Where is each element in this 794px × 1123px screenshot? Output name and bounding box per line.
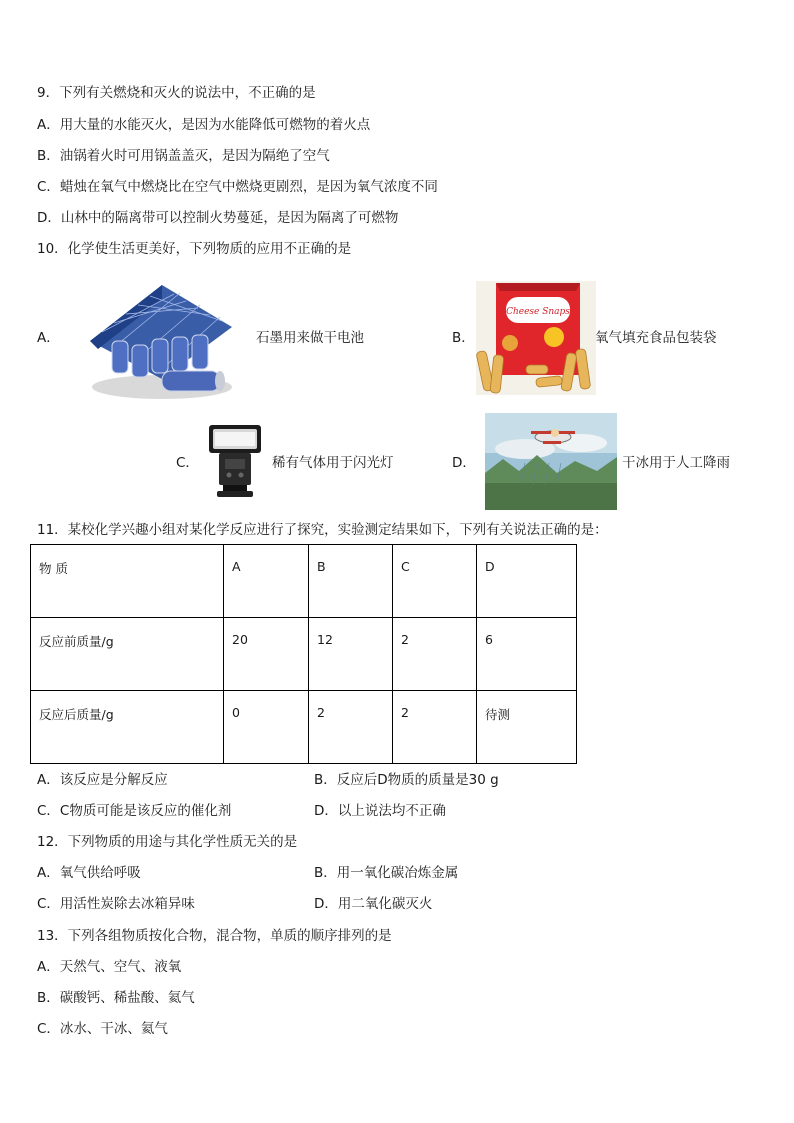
q11-option-a: A．该反应是分解反应 <box>37 772 168 788</box>
q9-option-d: D．山林中的隔离带可以控制火势蔓延，是因为隔离了可燃物 <box>37 210 399 226</box>
q11-stem: 11．某校化学兴趣小组对某化学反应进行了探究，实验测定结果如下，下列有关说法正确的是： <box>37 522 608 538</box>
q11-data-table <box>30 544 577 764</box>
cloud-seeding-airplane-image <box>485 413 617 510</box>
q12-option-a: A．氧气供给呼吸 <box>37 865 141 881</box>
q12-option-b: B．用一氧化碳冶炼金属 <box>314 865 459 881</box>
q12-stem: 12．下列物质的用途与其化学性质无关的是 <box>37 834 298 850</box>
q9-stem: 9．下列有关燃烧和灭火的说法中，不正确的是 <box>37 85 316 101</box>
table-header-row <box>31 545 577 618</box>
q9-option-a: A．用大量的水能灭火，是因为水能降低可燃物的着火点 <box>37 117 371 133</box>
table-cell: 2 <box>393 691 477 764</box>
q9-option-b: B．油锅着火时可用锅盖盖灭，是因为隔绝了空气 <box>37 148 330 164</box>
solar-house-battery-image <box>82 279 238 401</box>
snack-bag-image <box>476 281 596 395</box>
camera-flash-image <box>203 423 265 499</box>
q13-option-a: A．天然气、空气、液氧 <box>37 959 182 975</box>
q13-stem: 13．下列各组物质按化合物，混合物，单质的顺序排列的是 <box>37 928 392 944</box>
table-cell: 反应前质量/g <box>31 618 224 691</box>
table-cell: 2 <box>393 618 477 691</box>
table-cell: C <box>393 545 477 618</box>
q13-option-c: C．冰水、干冰、氦气 <box>37 1021 168 1037</box>
q10-option-d-label: D． <box>452 455 476 471</box>
q10-option-b-text: 氧气填充食品包装袋 <box>595 330 717 346</box>
q10-option-a-text: 石墨用来做干电池 <box>256 330 364 346</box>
table-cell: 12 <box>309 618 393 691</box>
q11-option-b: B．反应后D物质的质量是30 g <box>314 772 499 788</box>
q11-option-d: D．以上说法均不正确 <box>314 803 446 819</box>
table-cell: B <box>309 545 393 618</box>
table-cell: 0 <box>224 691 309 764</box>
table-cell: D <box>477 545 577 618</box>
table-cell: 物 质 <box>31 545 224 618</box>
q9-option-c: C．蜡烛在氧气中燃烧比在空气中燃烧更剧烈，是因为氧气浓度不同 <box>37 179 438 195</box>
q10-option-c-text: 稀有气体用于闪光灯 <box>272 455 394 471</box>
q13-option-b: B．碳酸钙、稀盐酸、氦气 <box>37 990 195 1006</box>
table-row <box>31 691 577 764</box>
q10-option-a-label: A． <box>37 330 60 346</box>
table-cell: 6 <box>477 618 577 691</box>
table-cell: 反应后质量/g <box>31 691 224 764</box>
table-cell: 20 <box>224 618 309 691</box>
table-row <box>31 618 577 691</box>
table-cell: 待测 <box>477 691 577 764</box>
q12-option-d: D．用二氧化碳灭火 <box>314 896 433 912</box>
q12-option-c: C．用活性炭除去冰箱异味 <box>37 896 195 912</box>
snack-bag-logo: Cheese Snaps <box>506 307 570 317</box>
q10-option-b-label: B． <box>452 330 475 346</box>
q11-option-c: C．C物质可能是该反应的催化剂 <box>37 803 232 819</box>
q10-option-d-text: 干冰用于人工降雨 <box>622 455 730 471</box>
q10-option-c-label: C． <box>176 455 199 471</box>
q10-stem: 10．化学使生活更美好，下列物质的应用不正确的是 <box>37 241 352 257</box>
table-cell: A <box>224 545 309 618</box>
table-cell: 2 <box>309 691 393 764</box>
